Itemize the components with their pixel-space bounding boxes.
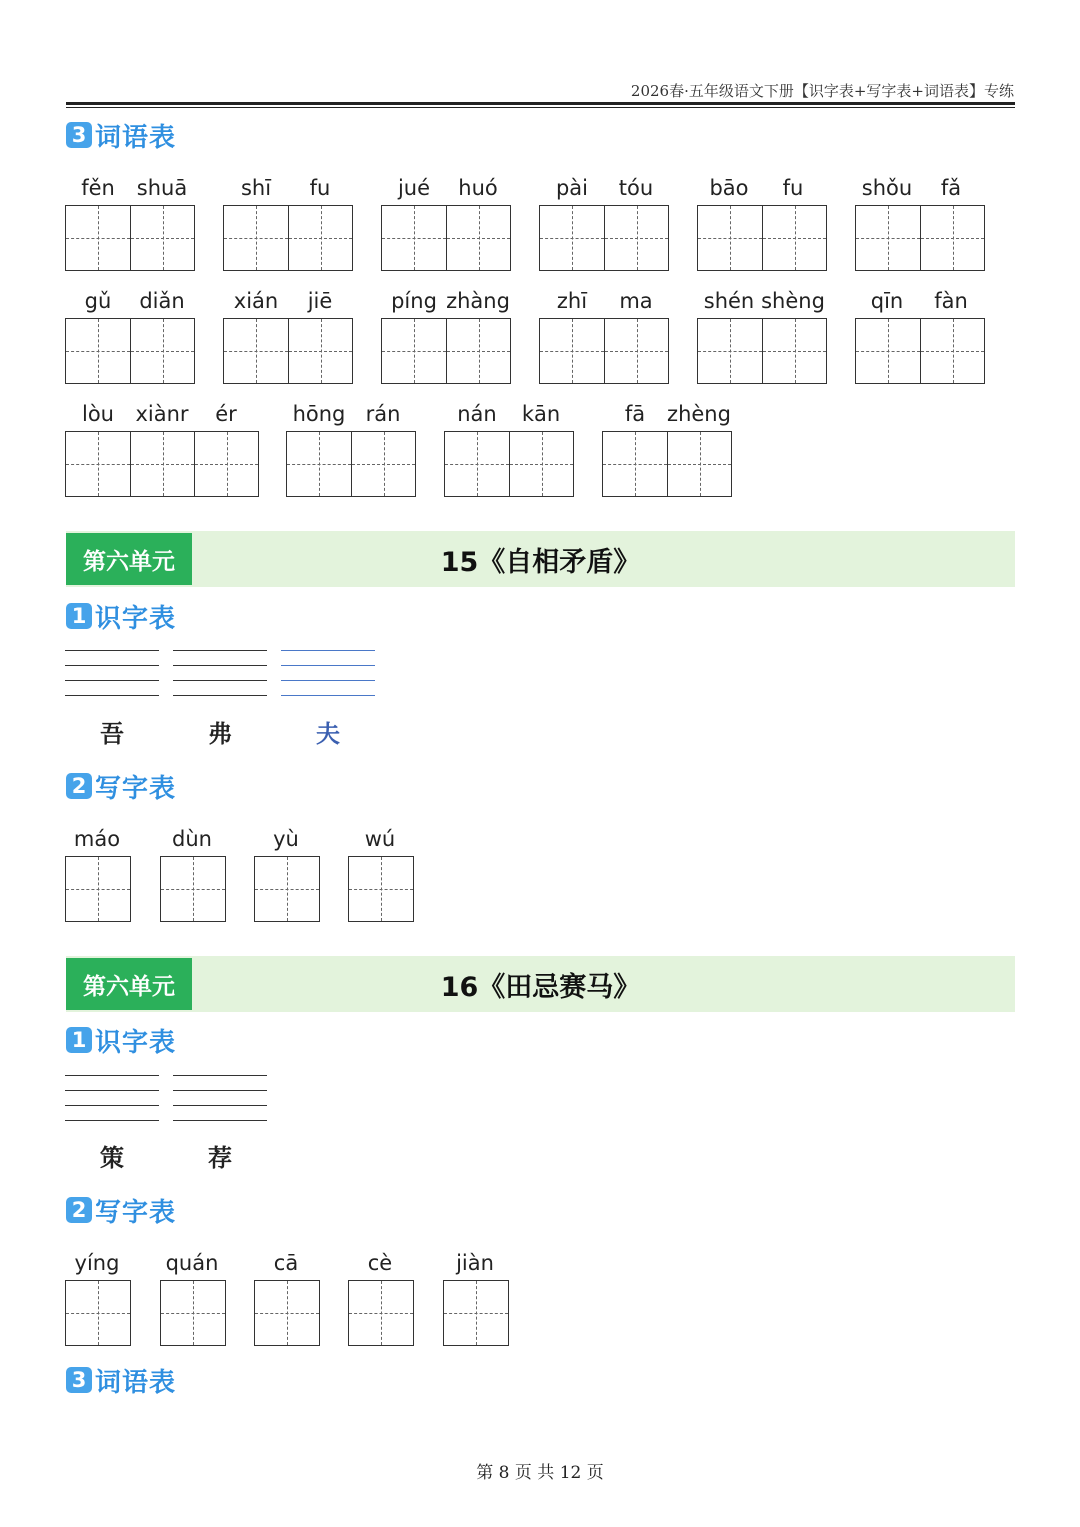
recognize-char: 夫 xyxy=(316,719,340,748)
pinyin: nán xyxy=(457,402,497,426)
writing-lines xyxy=(65,650,159,710)
section-heading-recognize xyxy=(66,600,176,632)
section-number: 1 xyxy=(66,603,92,629)
word-grid xyxy=(65,318,195,384)
section-title: 词语表 xyxy=(95,1367,177,1398)
word-grid xyxy=(697,205,827,271)
section-number: 3 xyxy=(66,122,92,148)
pinyin: fěn xyxy=(81,176,115,200)
pinyin: kān xyxy=(521,402,561,426)
word-grid xyxy=(381,318,511,384)
char-grid xyxy=(65,856,131,922)
pinyin: yíng xyxy=(74,1251,120,1275)
pinyin: shuā xyxy=(136,176,188,200)
pinyin: fǎ xyxy=(940,176,962,200)
pinyin: huó xyxy=(458,176,498,200)
section-number: 3 xyxy=(66,1367,92,1393)
lesson-title: 16《田忌赛马》 xyxy=(440,971,641,1003)
char-grid xyxy=(348,1280,414,1346)
pinyin: lòu xyxy=(82,402,114,426)
char-grid xyxy=(254,856,320,922)
pinyin: shén xyxy=(703,289,755,313)
unit-label: 第六单元 xyxy=(66,533,192,585)
section-heading-words xyxy=(66,119,176,151)
word-grid xyxy=(65,431,259,497)
recognize-char: 吾 xyxy=(100,719,124,748)
pinyin: xián xyxy=(233,289,279,313)
pinyin: fu xyxy=(782,176,804,200)
char-grid xyxy=(65,1280,131,1346)
pinyin: fàn xyxy=(934,289,968,313)
word-grid xyxy=(855,205,985,271)
pinyin: jué xyxy=(397,176,431,200)
pinyin: yù xyxy=(273,827,299,851)
section-heading-recognize xyxy=(66,1024,176,1056)
pinyin: dùn xyxy=(172,827,212,851)
pinyin: cā xyxy=(273,1251,299,1275)
pinyin: zhèng xyxy=(667,402,731,426)
pinyin: píng xyxy=(391,289,437,313)
pinyin: cè xyxy=(367,1251,393,1275)
recognize-char: 弗 xyxy=(208,719,232,748)
section-title: 写字表 xyxy=(95,1197,177,1228)
pinyin: shèng xyxy=(761,289,825,313)
recognize-char: 荐 xyxy=(208,1143,232,1172)
recognize-char: 策 xyxy=(100,1143,124,1172)
writing-lines xyxy=(281,650,375,710)
section-heading-write xyxy=(66,1194,176,1226)
pinyin: shǒu xyxy=(861,176,913,200)
pinyin: bāo xyxy=(709,176,749,200)
section-heading-write xyxy=(66,770,176,802)
word-grid xyxy=(223,318,353,384)
writing-lines xyxy=(173,1075,267,1135)
char-grid xyxy=(160,1280,226,1346)
char-grid xyxy=(348,856,414,922)
section-number: 2 xyxy=(66,1197,92,1223)
header-rule-thin xyxy=(66,107,1015,108)
pinyin: tóu xyxy=(618,176,654,200)
pinyin: qīn xyxy=(870,289,904,313)
section-number: 2 xyxy=(66,773,92,799)
pinyin: shī xyxy=(240,176,272,200)
pinyin: zhī xyxy=(556,289,588,313)
pinyin: xiànr xyxy=(135,402,189,426)
char-grid xyxy=(443,1280,509,1346)
section-number: 1 xyxy=(66,1027,92,1053)
pinyin: pài xyxy=(555,176,589,200)
writing-lines xyxy=(173,650,267,710)
word-grid xyxy=(286,431,416,497)
word-grid xyxy=(223,205,353,271)
word-grid xyxy=(539,205,669,271)
section-heading-words xyxy=(66,1364,176,1396)
section-title: 写字表 xyxy=(95,773,177,804)
pinyin: diǎn xyxy=(139,289,185,313)
word-grid xyxy=(602,431,732,497)
lesson-banner-15 xyxy=(66,531,1015,587)
pinyin: hōng xyxy=(292,402,346,426)
pinyin: ma xyxy=(619,289,653,313)
word-grid xyxy=(697,318,827,384)
word-grid xyxy=(65,205,195,271)
pinyin: jiē xyxy=(307,289,333,313)
section-title: 识字表 xyxy=(95,1027,177,1058)
pinyin: rán xyxy=(365,402,401,426)
writing-lines xyxy=(65,1075,159,1135)
pinyin: zhàng xyxy=(446,289,510,313)
char-grid xyxy=(254,1280,320,1346)
pinyin: wú xyxy=(364,827,396,851)
pinyin: fu xyxy=(309,176,331,200)
pinyin: quán xyxy=(165,1251,219,1275)
word-grid xyxy=(855,318,985,384)
page-number: 第 8 页 共 12 页 xyxy=(476,1463,604,1483)
char-grid xyxy=(160,856,226,922)
word-grid xyxy=(381,205,511,271)
pinyin: ér xyxy=(215,402,237,426)
pinyin: máo xyxy=(73,827,121,851)
pinyin: fā xyxy=(624,402,646,426)
unit-label: 第六单元 xyxy=(66,958,192,1010)
lesson-banner-16 xyxy=(66,956,1015,1012)
section-title: 词语表 xyxy=(95,122,177,153)
word-grid xyxy=(444,431,574,497)
pinyin: jiàn xyxy=(456,1251,494,1275)
pinyin: gǔ xyxy=(84,289,112,313)
page-header-title: 2026春·五年级语文下册【识字表+写字表+词语表】专练 xyxy=(630,82,1014,100)
header-rule xyxy=(66,102,1015,105)
section-title: 识字表 xyxy=(95,603,177,634)
lesson-title: 15《自相矛盾》 xyxy=(440,546,641,578)
word-grid xyxy=(539,318,669,384)
